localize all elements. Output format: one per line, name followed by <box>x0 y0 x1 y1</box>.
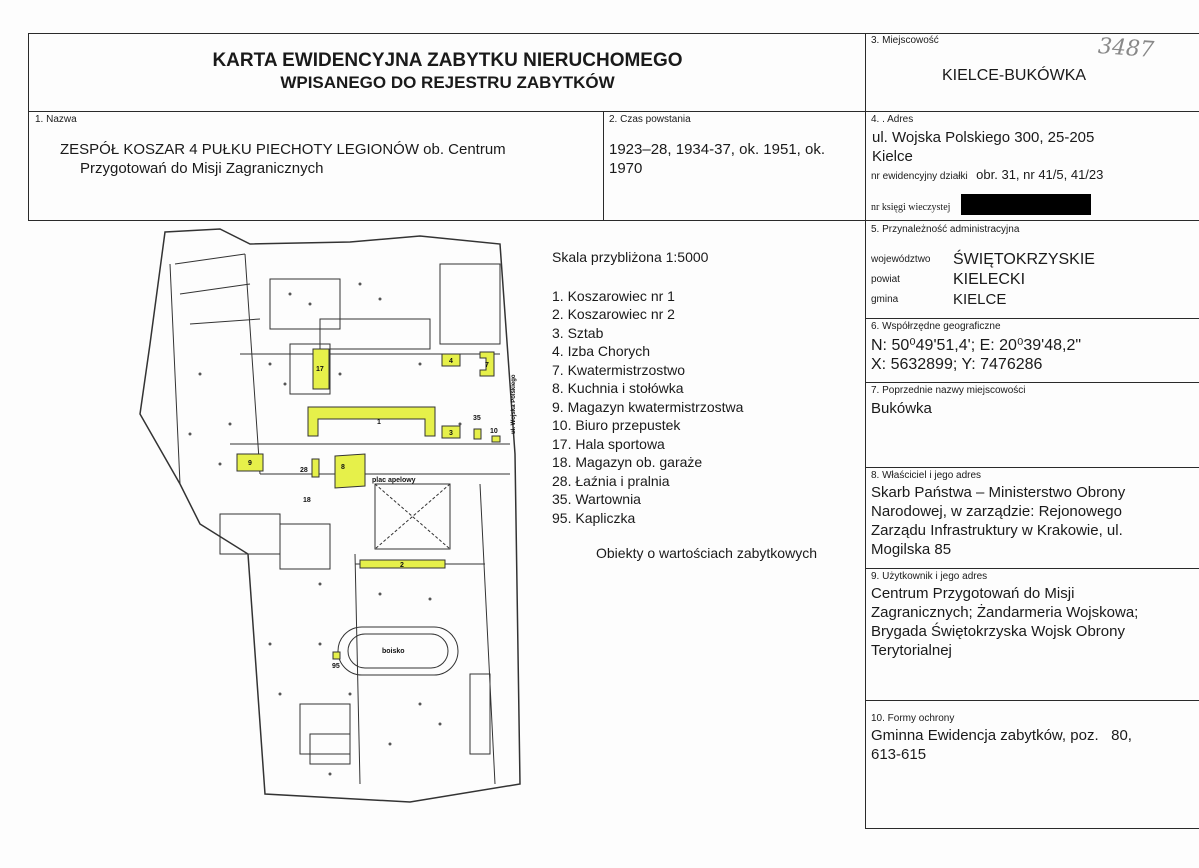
legend-item: 7. Kwatermistrzostwo <box>552 361 686 378</box>
creation-date-line2: 1970 <box>609 160 643 177</box>
right-column-divider <box>865 33 866 828</box>
voivodeship-label: województwo <box>871 254 931 265</box>
map-label-18: 18 <box>303 497 311 504</box>
coordinates-line1: N: 50⁰49'51,4'; E: 20⁰39'48,2" <box>871 337 1082 354</box>
protection-forms-line2: 613-615 <box>871 746 927 763</box>
county-value: KIELECKI <box>953 271 1026 288</box>
protection-forms-line1: Gminna Ewidencja zabytków, poz. 80, <box>871 727 1132 744</box>
map-label-3: 3 <box>449 430 453 437</box>
scale-text: Skala przybliżona 1:5000 <box>552 249 709 265</box>
field9-bottom-border <box>865 700 1199 701</box>
field8-bottom-border <box>865 568 1199 569</box>
legend-item: 3. Sztab <box>552 324 604 341</box>
map-label-8: 8 <box>341 464 345 471</box>
locality-value: KIELCE-BUKÓWKA <box>942 67 1087 84</box>
field2-label: 2. Czas powstania <box>609 114 691 125</box>
field4-label: 4. . Adres <box>871 114 914 125</box>
parade-square-outline <box>375 484 450 549</box>
handwritten-number: 3487 <box>1097 34 1155 63</box>
field7-bottom-border <box>865 467 1199 468</box>
map-label-7: 7 <box>485 362 489 369</box>
legend-item: 1. Koszarowiec nr 1 <box>552 287 675 304</box>
object-name-line1: ZESPÓŁ KOSZAR 4 PUŁKU PIECHOTY LEGIONÓW ob. Centrum <box>60 141 506 158</box>
address-line1: ul. Wojska Polskiego 300, 25-205 <box>872 129 1095 146</box>
legend-item: 35. Wartownia <box>552 491 641 507</box>
sports-field-label: boisko <box>382 648 405 655</box>
ledger-row <box>871 197 950 215</box>
building-8 <box>335 454 365 488</box>
legend-item: 8. Kuchnia i stołówka <box>552 380 684 396</box>
creation-date <box>609 140 825 178</box>
coordinates-line2: X: 5632899; Y: 7476286 <box>871 356 1043 373</box>
bottom-border <box>865 828 1199 829</box>
legend-item: 2. Koszarowiec nr 2 <box>552 306 675 322</box>
address-line2: Kielce <box>872 148 913 165</box>
map-legend <box>552 248 743 527</box>
site-plan-map <box>120 224 530 814</box>
coordinates <box>871 336 1081 374</box>
field8-label: 8. Właściciel i jego adres <box>871 470 982 481</box>
map-label-28: 28 <box>300 467 308 474</box>
building-95 <box>333 652 340 659</box>
header-bottom-border <box>28 111 1199 112</box>
legend-item: 28. Łaźnia i pralnia <box>552 472 670 489</box>
owner-line: Skarb Państwa – Ministerstwo Obrony <box>871 484 1126 501</box>
object-name-line2: Przygotowań do Misji Zagranicznych <box>80 160 324 177</box>
redaction-block <box>961 194 1091 215</box>
street-label: ul. Wojska Polskiego <box>511 374 517 434</box>
building-35 <box>474 429 481 439</box>
owner-line: Narodowej, w zarządzie: Rejonowego <box>871 503 1122 520</box>
legend-note: Obiekty o wartościach zabytkowych <box>596 545 817 561</box>
owner-line: Zarządu Infrastruktury w Krakowie, ul. <box>871 522 1123 539</box>
county-label: powiat <box>871 274 900 285</box>
map-label-10: 10 <box>490 428 498 435</box>
building-28 <box>312 459 319 477</box>
site-boundary <box>140 229 520 802</box>
owner <box>871 483 1125 559</box>
address <box>872 128 1094 166</box>
legend-item: 17. Hala sportowa <box>552 435 665 452</box>
voivodeship-value: ŚWIĘTOKRZYSKIE <box>953 251 1095 268</box>
field1-label: 1. Nazwa <box>35 114 77 125</box>
parcel-label: nr ewidencyjny działki <box>871 171 968 182</box>
object-name <box>60 140 600 178</box>
map-label-9: 9 <box>248 460 252 467</box>
field6-label: 6. Współrzędne geograficzne <box>871 321 1001 332</box>
card-title-line2: WPISANEGO DO REJESTRU ZABYTKÓW <box>280 73 615 92</box>
parcel-row <box>871 166 1103 184</box>
parade-square-label: plac apelowy <box>372 477 416 484</box>
field5-bottom-border <box>865 318 1199 319</box>
parcel-value: obr. 31, nr 41/5, 41/23 <box>976 167 1104 182</box>
building-1 <box>308 407 435 436</box>
card-title <box>40 50 855 93</box>
legend-item: 9. Magazyn kwatermistrzostwa <box>552 398 744 415</box>
user-line: Zagranicznych; Żandarmeria Wojskowa; <box>871 604 1139 621</box>
map-label-2: 2 <box>400 562 404 569</box>
user-line: Brygada Świętokrzyska Wojsk Obrony <box>871 623 1125 640</box>
row1-bottom-border <box>28 220 1199 221</box>
field7-label: 7. Poprzednie nazwy miejscowości <box>871 385 1026 396</box>
user-line: Centrum Przygotowań do Misji <box>871 585 1075 602</box>
user-line: Terytorialnej <box>871 642 952 659</box>
protection-forms <box>871 726 1132 764</box>
field10-label: 10. Formy ochrony <box>871 713 955 724</box>
legend-item: 4. Izba Chorych <box>552 343 651 359</box>
user <box>871 584 1138 660</box>
field9-label: 9. Użytkownik i jego adres <box>871 571 988 582</box>
map-label-4: 4 <box>449 358 453 365</box>
field6-bottom-border <box>865 382 1199 383</box>
previous-names: Bukówka <box>871 400 932 417</box>
field5-label: 5. Przynależność administracyjna <box>871 224 1020 235</box>
owner-line: Mogilska 85 <box>871 541 952 558</box>
field3-label: 3. Miejscowość <box>871 35 939 46</box>
map-label-95: 95 <box>332 663 340 670</box>
legend-item: 10. Biuro przepustek <box>552 417 681 433</box>
map-label-17: 17 <box>316 366 324 373</box>
map-label-35: 35 <box>473 415 481 422</box>
left-border <box>28 33 29 220</box>
creation-date-line1: 1923–28, 1934-37, ok. 1951, ok. <box>609 141 826 158</box>
legend-item: 18. Magazyn ob. garaże <box>552 454 703 470</box>
commune-label: gmina <box>871 294 899 305</box>
name-date-divider <box>603 111 604 220</box>
top-border <box>28 33 1199 34</box>
commune-value: KIELCE <box>953 291 1007 308</box>
legend-item: 95. Kapliczka <box>552 509 636 526</box>
card-title-line1: KARTA EWIDENCYJNA ZABYTKU NIERUCHOMEGO <box>212 50 683 71</box>
ledger-label: nr księgi wieczystej <box>871 202 951 213</box>
building-10 <box>492 436 500 442</box>
map-label-1: 1 <box>377 419 381 426</box>
